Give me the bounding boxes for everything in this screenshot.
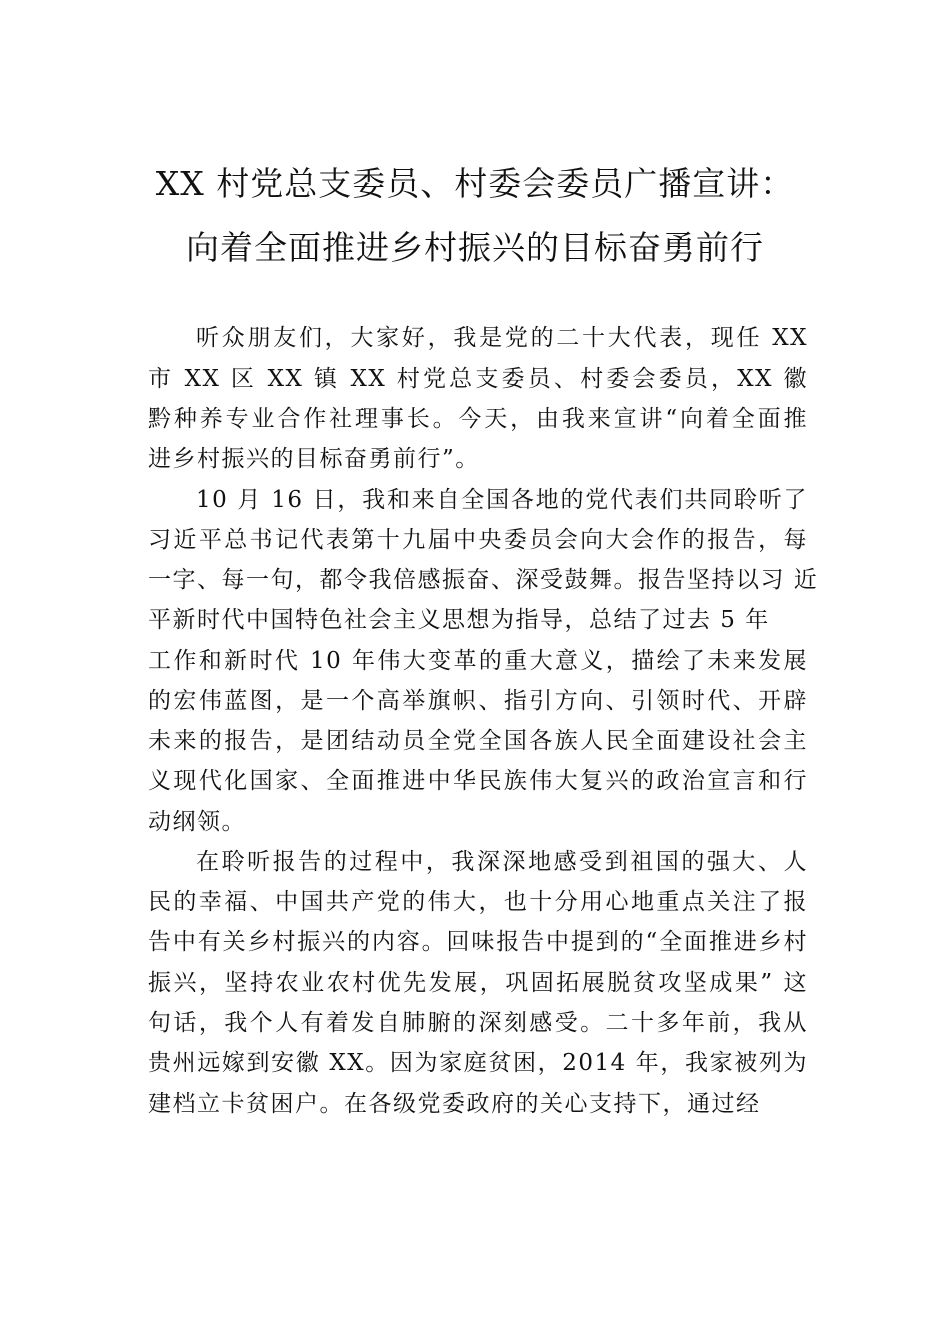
body-line: 的宏伟蓝图，是一个高举旗帜、指引方向、引领时代、开辟 [148, 688, 808, 714]
body-line: 10 月 16 日，我和来自全国各地的党代表们共同聆听了 [196, 487, 808, 513]
body-line: 句话，我个人有着发自肺腑的深刻感受。二十多年前，我从 [148, 1010, 808, 1036]
body-line: 振兴，坚持农业农村优先发展，巩固拓展脱贫攻坚成果” 这 [148, 970, 808, 996]
body-line: 平新时代中国特色社会主义思想为指导，总结了过去 5 年 [148, 607, 770, 633]
body-line: 在聆听报告的过程中，我深深地感受到祖国的强大、人 [196, 849, 808, 875]
document-title-line-2: 向着全面推进乡村振兴的目标奋勇前行 [186, 228, 764, 267]
body-line: 黔种养专业合作社理事长。今天，由我来宣讲“向着全面推 [148, 406, 808, 432]
body-line: 工作和新时代 10 年伟大变革的重大意义，描绘了未来发展 [148, 648, 808, 674]
document-title-line-1: XX 村党总支委员、村委会委员广播宣讲： [155, 164, 795, 203]
body-line: 听众朋友们，大家好，我是党的二十大代表，现任 XX [196, 325, 808, 351]
body-line: 习近平总书记代表第十九届中央委员会向大会作的报告，每 [148, 527, 808, 553]
body-line: 一字、每一句，都令我倍感振奋、深受鼓舞。报告坚持以习 近 [148, 567, 819, 593]
body-line: 贵州远嫁到安徽 XX。因为家庭贫困，2014 年，我家被列为 [148, 1050, 808, 1076]
body-line: 进乡村振兴的目标奋勇前行”。 [148, 446, 480, 472]
body-line: 市 XX 区 XX 镇 XX 村党总支委员、村委会委员，XX 徽 [148, 366, 808, 392]
body-line: 民的幸福、中国共产党的伟大，也十分用心地重点关注了报 [148, 889, 808, 915]
body-line: 未来的报告，是团结动员全党全国各族人民全面建设社会主 [148, 728, 808, 754]
body-line: 义现代化国家、全面推进中华民族伟大复兴的政治宣言和行 [148, 768, 808, 794]
body-line: 动纲领。 [148, 809, 246, 835]
body-line: 告中有关乡村振兴的内容。回味报告中提到的“全面推进乡村 [148, 929, 808, 955]
body-line: 建档立卡贫困户。在各级党委政府的关心支持下，通过经 [148, 1091, 761, 1117]
